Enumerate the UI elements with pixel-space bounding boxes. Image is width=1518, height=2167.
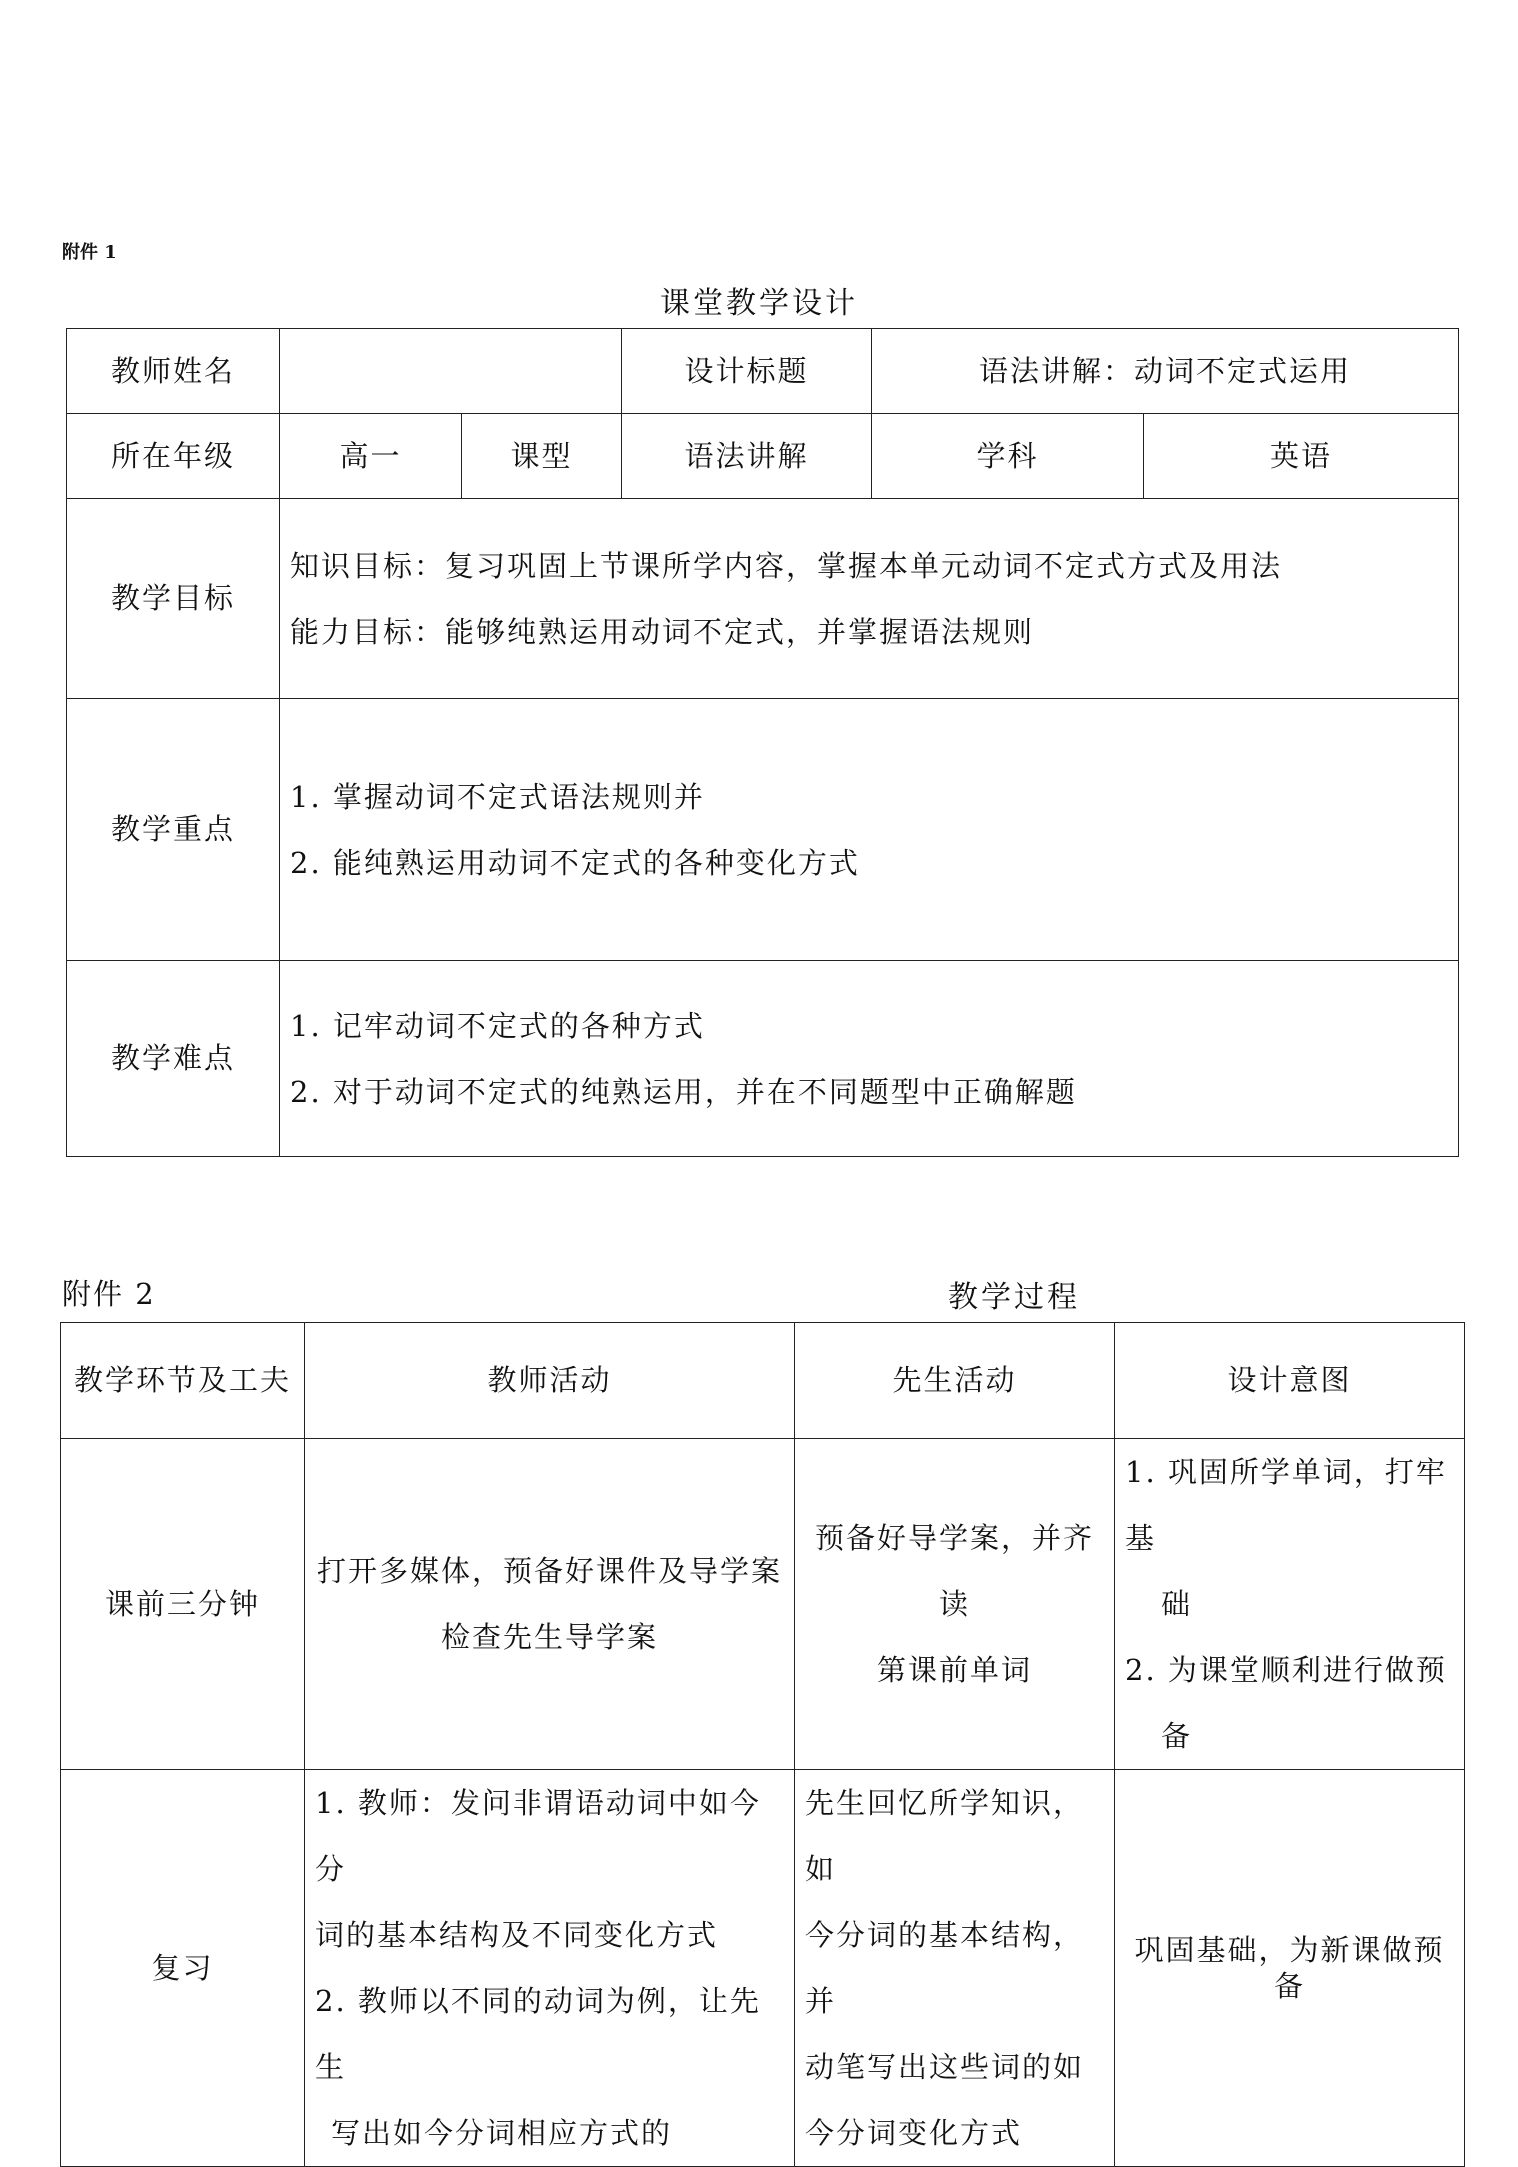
header-student-activity: 先生活动 (795, 1323, 1115, 1439)
subject-value: 英语 (1144, 414, 1459, 499)
student-activity-cell (795, 1439, 1115, 1770)
header-teacher-activity: 教师活动 (305, 1323, 795, 1439)
lesson-design-table (66, 328, 1459, 1157)
header-design-intent: 设计意图 (1115, 1323, 1465, 1439)
student-activity-line: 先生回忆所学知识，如 (805, 1786, 1085, 1886)
lesson-design-title: 课堂教学设计 (660, 286, 858, 321)
student-activity-line: 预备好导学案，并齐读 (814, 1521, 1094, 1621)
teacher-activity-line: 2. 教师以不同的动词为例，让先生 (315, 1984, 761, 2084)
teacher-activity-line: 写出如今分词相应方式的 (331, 2116, 673, 2150)
key-point-item: 2. 能纯熟运用动词不定式的各种变化方式 (290, 845, 860, 880)
teacher-name-label: 教师姓名 (67, 329, 280, 414)
attachment-2-label: 附件 2 (62, 1277, 156, 1311)
table-row (61, 1770, 1465, 2167)
stage-cell: 复习 (61, 1770, 305, 2167)
ability-goal: 能力目标：能够纯熟运用动词不定式，并掌握语法规则 (290, 614, 1035, 649)
teaching-goals-content (280, 499, 1459, 699)
teacher-activity-line: 检查先生导学案 (440, 1620, 658, 1654)
design-intent-line: 础 (1161, 1587, 1193, 1621)
design-intent-cell (1115, 1770, 1465, 2167)
student-activity-line: 第课前单词 (876, 1653, 1032, 1687)
difficulties-label: 教学难点 (67, 961, 280, 1157)
difficulty-item: 2. 对于动词不定式的纯熟运用，并在不同题型中正确解题 (290, 1074, 1077, 1109)
attachment-1-label: 附件 1 (62, 242, 117, 263)
teaching-goals-label: 教学目标 (67, 499, 280, 699)
teaching-process-table (60, 1322, 1465, 2167)
grade-label: 所在年级 (67, 414, 280, 499)
knowledge-goal: 知识目标：复习巩固上节课所学内容，掌握本单元动词不定式方式及用法 (290, 548, 1283, 583)
design-title-label: 设计标题 (622, 329, 872, 414)
teacher-activity-line: 词的基本结构及不同变化方式 (315, 1918, 719, 1952)
lesson-type-label: 课型 (462, 414, 622, 499)
difficulty-item: 1. 记牢动词不定式的各种方式 (290, 1008, 705, 1043)
student-activity-line: 动笔写出这些词的如 (805, 2050, 1085, 2084)
table-row (61, 1439, 1465, 1770)
design-intent-line: 1. 巩固所学单词，打牢基 (1125, 1455, 1447, 1555)
lesson-type-value: 语法讲解 (622, 414, 872, 499)
teacher-activity-cell (305, 1770, 795, 2167)
design-intent-cell (1115, 1439, 1465, 1770)
key-points-content (280, 699, 1459, 961)
student-activity-cell (795, 1770, 1115, 2167)
student-activity-line: 今分词的基本结构，并 (805, 1918, 1085, 2018)
difficulties-content (280, 961, 1459, 1157)
teacher-activity-line: 打开多媒体，预备好课件及导学案 (316, 1554, 782, 1588)
design-title-value: 语法讲解：动词不定式运用 (872, 329, 1459, 414)
key-point-item: 1. 掌握动词不定式语法规则并 (290, 779, 705, 814)
teacher-activity-line: 1. 教师：发问非谓语动词中如今分 (315, 1786, 761, 1886)
stage-cell: 课前三分钟 (61, 1439, 305, 1770)
design-intent-line: 2. 为课堂顺利进行做预 (1125, 1653, 1447, 1687)
teacher-activity-cell (305, 1439, 795, 1770)
design-intent-line: 巩固基础，为新课做预备 (1134, 1932, 1445, 2003)
subject-label: 学科 (872, 414, 1144, 499)
teacher-name-value (280, 329, 622, 414)
header-stage: 教学环节及工夫 (61, 1323, 305, 1439)
key-points-label: 教学重点 (67, 699, 280, 961)
design-intent-line: 备 (1161, 1719, 1193, 1753)
student-activity-line: 今分词变化方式 (805, 2116, 1023, 2150)
teaching-process-title: 教学过程 (948, 1280, 1080, 1315)
grade-value: 高一 (280, 414, 462, 499)
